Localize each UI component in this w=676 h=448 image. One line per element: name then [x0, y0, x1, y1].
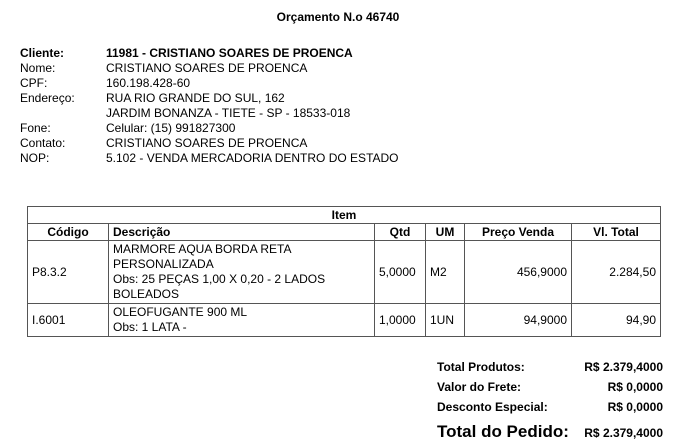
- cell-total: 2.284,50: [572, 241, 661, 304]
- info-value: CRISTIANO SOARES DE PROENCA: [106, 61, 308, 75]
- total-label: Total do Pedido:: [437, 422, 569, 441]
- desc-line: Obs: 1 LATA -: [113, 320, 187, 334]
- info-label: Fone:: [20, 121, 51, 135]
- info-row-nop: [20, 151, 399, 166]
- cell-qtd: 1,0000: [375, 304, 426, 337]
- info-row-endereco: [20, 91, 399, 106]
- cell-um: M2: [426, 241, 465, 304]
- info-row-cliente: [20, 46, 399, 61]
- desc-line: BOLEADOS: [113, 287, 180, 301]
- cell-qtd: 5,0000: [375, 241, 426, 304]
- total-label: Total Produtos:: [437, 360, 525, 374]
- info-value: 11981 - CRISTIANO SOARES DE PROENCA: [106, 46, 353, 60]
- info-label: NOP:: [20, 151, 50, 165]
- desc-line: Obs: 25 PEÇAS 1,00 X 0,20 - 2 LADOS: [113, 272, 326, 286]
- info-label: Contato:: [20, 136, 66, 150]
- desc-line: OLEOFUGANTE 900 ML: [113, 305, 248, 319]
- total-value: R$ 0,0000: [607, 380, 663, 394]
- info-row-fone: [20, 121, 399, 136]
- valor-frete-row: [437, 380, 663, 400]
- total-label: Valor do Frete:: [437, 380, 522, 394]
- info-value: 5.102 - VENDA MERCADORIA DENTRO DO ESTADO: [106, 151, 399, 165]
- total-value: R$ 0,0000: [607, 400, 663, 414]
- total-label: Desconto Especial:: [437, 400, 548, 414]
- total-value: R$ 2.379,4000: [584, 426, 663, 440]
- info-label: Endereço:: [20, 91, 75, 105]
- info-row-endereco-2: [20, 106, 399, 121]
- col-header-descricao: Descrição: [109, 224, 375, 241]
- desconto-especial-row: [437, 400, 663, 420]
- cell-preco: 94,9000: [465, 304, 572, 337]
- info-row-contato: [20, 136, 399, 151]
- col-header-qtd: Qtd: [375, 224, 426, 241]
- cell-codigo: I.6001: [28, 304, 109, 337]
- desc-line: MARMORE AQUA BORDA RETA: [113, 242, 292, 256]
- total-produtos-row: [437, 360, 663, 380]
- cell-total: 94,90: [572, 304, 661, 337]
- info-label: Cliente:: [20, 46, 65, 60]
- totals-block: [437, 360, 663, 446]
- info-row-cpf: [20, 76, 399, 91]
- table-row: [28, 304, 661, 337]
- info-label: Nome:: [20, 61, 56, 75]
- info-value: 160.198.428-60: [106, 76, 191, 90]
- info-label: [20, 106, 106, 121]
- info-value: Celular: (15) 991827300: [106, 121, 236, 135]
- info-value: JARDIM BONANZA - TIETE - SP - 18533-018: [106, 106, 351, 120]
- cell-preco: 456,9000: [465, 241, 572, 304]
- total-value: R$ 2.379,4000: [584, 360, 663, 374]
- table-row: [28, 241, 661, 304]
- col-header-preco: Preço Venda: [465, 224, 572, 241]
- table-section-title: Item: [28, 207, 661, 224]
- col-header-total: Vl. Total: [572, 224, 661, 241]
- cell-descricao: [109, 304, 375, 337]
- document-title: Orçamento N.o 46740: [276, 10, 400, 24]
- info-value: CRISTIANO SOARES DE PROENCA: [106, 136, 308, 150]
- cell-codigo: P8.3.2: [28, 241, 109, 304]
- total-pedido-row: [437, 422, 663, 446]
- info-row-nome: [20, 61, 399, 76]
- cell-um: 1UN: [426, 304, 465, 337]
- info-value: RUA RIO GRANDE DO SUL, 162: [106, 91, 285, 105]
- col-header-um: UM: [426, 224, 465, 241]
- info-label: CPF:: [20, 76, 48, 90]
- desc-line: PERSONALIZADA: [113, 257, 214, 271]
- customer-info: [20, 46, 399, 166]
- items-table: [27, 206, 661, 337]
- col-header-codigo: Código: [28, 224, 109, 241]
- cell-descricao: [109, 241, 375, 304]
